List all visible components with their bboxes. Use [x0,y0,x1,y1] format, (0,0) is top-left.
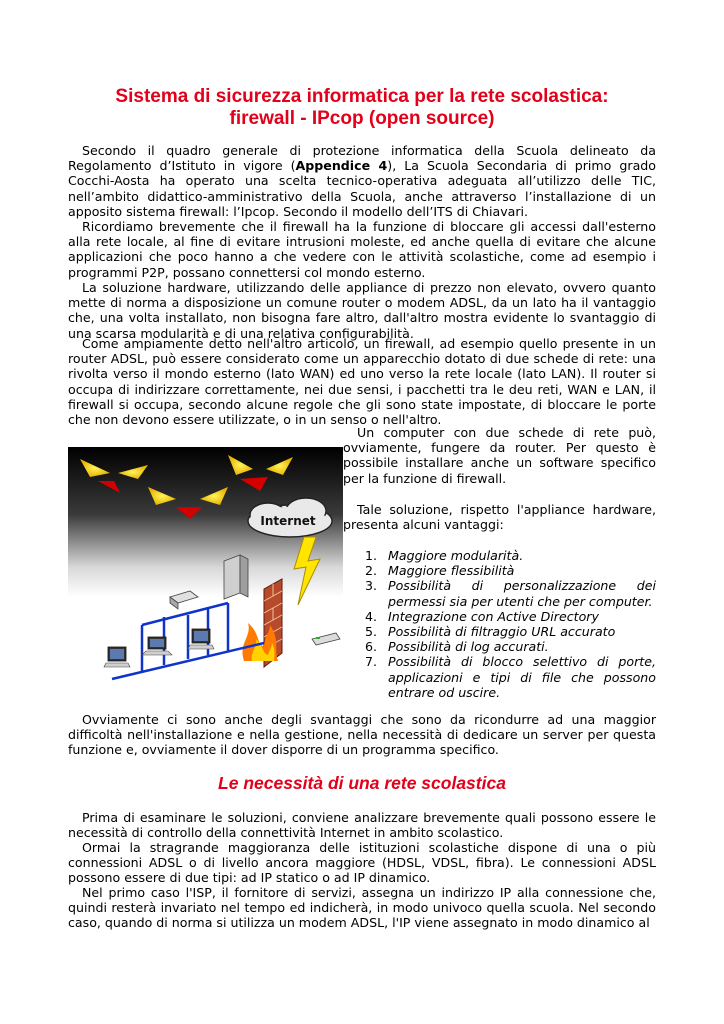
list-item: 1. Maggiore modularità. [365,548,524,563]
paragraph-ip-assignment: Nel primo caso l'ISP, il fornitore di servizi, assegna un indirizzo IP alla connessione che, quindi resterà invariato nel tempo ed indicherà, in modo univoco quella scuola. Nel secondo caso, quando di norma si utilizza un modem ADSL, l'IP viene assegnato in modo dinamico al [68,885,656,931]
title-line-2: firewall - IPcop (open source) [229,108,495,129]
list-item: 6. Possibilità di log accurati. [365,639,549,655]
list-item: 3. Possibilità di personalizzazione dei permessi sia per utenti che per computer. [365,578,656,609]
advantages-list [343,548,656,700]
paragraph-hardware-solution: La soluzione hardware, utilizzando delle appliance di prezzo non elevato, ovvero quanto mette di norma a disposizione un comune router o modem ADSL, da un lato ha il vantaggio che, una volta installato, non bisogna fare altro, dall'altro mostra evidente lo svantaggio di una scarsa modularità e di una relativa configurabilità. [68,280,656,341]
list-item: 5. Possibilità di filtraggio URL accurato [365,624,616,640]
appendix-reference: Appendice 4 [295,158,388,174]
workstation-icon [188,629,214,649]
paragraph-disadvantages: Ovviamente ci sono anche degli svantaggi che sono da ricondurre ad una maggior difficoltà nell'installazione e nella gestione, nella necessità di dedicare un server per questa funzione e, ovviamente il dover disporre di un programma specifico. [68,712,656,758]
title-line-1: Sistema di sicurezza informatica per la rete scolastica: [115,86,609,107]
server-tower-icon [224,555,248,599]
paragraph-firewall-function: Ricordiamo brevemente che il firewall ha la funzione di bloccare gli accessi dall'esterno alla rete locale, al fine di evitare intrusioni moleste, ed anche quella di evitare che alcune applicazioni che poco hanno a che vedere con le attività scolastiche, come ad esempio i programmi P2P, possano connettersi col mondo esterno. [68,219,656,280]
paragraph-software-advantages: Tale soluzione, rispetto l'appliance hardware, presenta alcuni vantaggi: [343,502,656,533]
list-item: 7. Possibilità di blocco selettivo di porte, applicazioni e tipi di file che possono entrare od uscire. [365,654,656,700]
paragraph-intro: Secondo il quadro generale di protezione informatica della Scuola delineato da Regolamento d’Istituto in vigore (Appendice 4), La Scuola Secondaria di primo grado Cocchi-Aosta ha operato una scelta tecnico-operativa adeguata all’utilizzo delle TIC, nell’ambito didattico-amministrativo della Scuola, anche attraverso l’installazione di un apposito sistema firewall: l’Ipcop. Secondo il modello dell’ITS di Chiavari. [68,143,656,219]
firewall-network-illustration [68,447,343,688]
svg-text:Internet: Internet [260,514,316,528]
desktop-computer-icon [104,647,130,667]
internet-cloud-icon [248,498,332,537]
paragraph-router-description: Come ampiamente detto nell'altro articolo, un firewall, ad esempio quello presente in un router ADSL, può essere considerato come un apparecchio dotato di due schede di rete: una rivolta verso il mondo esterno (lato WAN) ed uno verso la rete locale (lato LAN). Il router si occupa di indirizzare correttamente, nei due sensi, i pacchetti tra le deu reti, WAN e LAN, il firewall si occupa, secondo alcune regole che gli sono state impostate, di bloccare le porte che non devono essere utilizzate, o in un senso o nell'altro. [68,336,656,428]
paragraph-needs-intro: Prima di esaminare le soluzioni, conviene analizzare brevemente quali possono essere le necessità di controllo della connettività Internet in ambito scolastico. [68,810,656,841]
list-item: 4. Integrazione con Active Directory [365,608,599,624]
section-heading: Le necessità di una rete scolastica [218,773,506,793]
paragraph-computer-router: Un computer con due schede di rete può, ovviamente, fungere da router. Per questo è possibile installare anche un software specifico per la funzione di firewall. [343,425,656,486]
list-item: 2. Maggiore flessibilità [365,563,515,579]
paragraph-adsl-connections: Ormai la stragrande maggioranza delle istituzioni scolastiche dispone di una o più connessioni ADSL o di livello ancora maggiore (HDSL, VDSL, fibra). Le connessioni ADSL possono essere di due tipi: ad IP statico o ad IP dinamico. [68,840,656,886]
page-title [68,86,656,130]
